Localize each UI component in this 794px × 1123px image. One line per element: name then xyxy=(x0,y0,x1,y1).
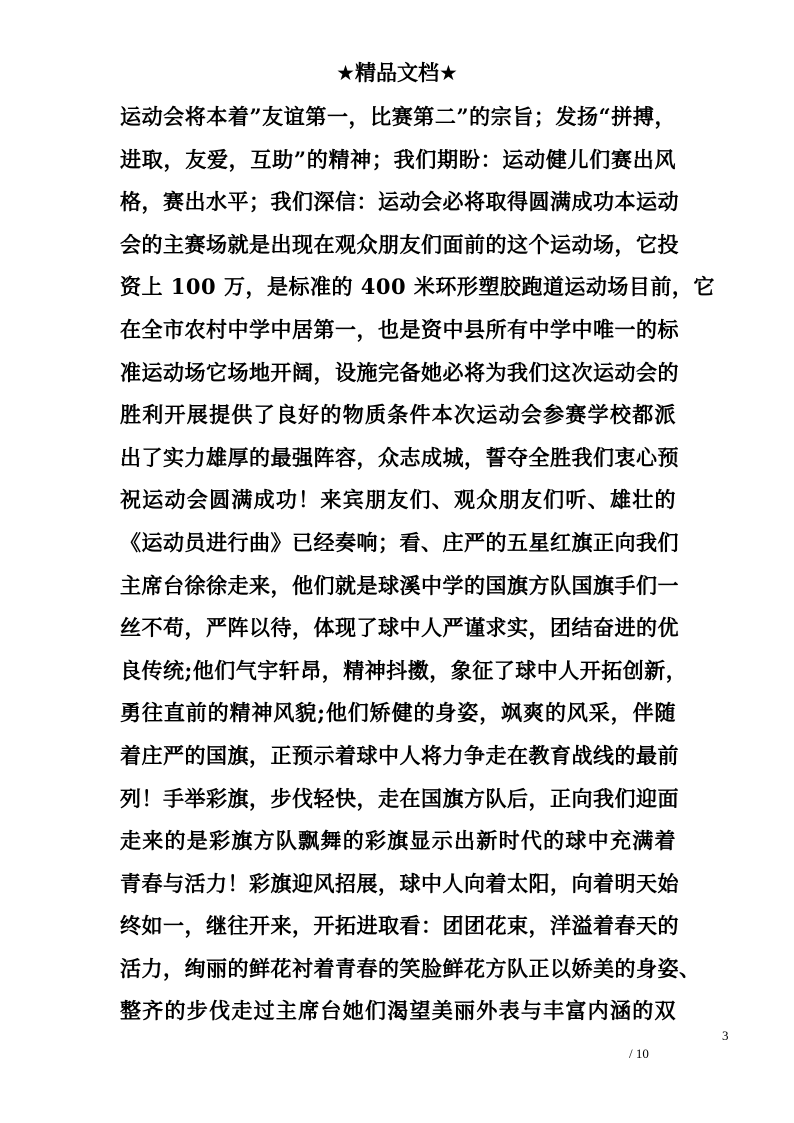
text-line: 活力，绚丽的鲜花衬着青春的笑脸鲜花方队正以娇美的身姿、 xyxy=(120,955,701,981)
text-line: 资上 100 万，是标准的 400 米环形塑胶跑道运动场目前，它 xyxy=(120,274,715,300)
text-line: 青春与活力！彩旗迎风招展，球中人向着太阳，向着明天始 xyxy=(120,870,679,896)
text-line: 良传统;他们气宇轩昂，精神抖擞，象征了球中人开拓创新， xyxy=(120,657,688,683)
text-line: 祝运动会圆满成功！来宾朋友们、观众朋友们听、雄壮的 xyxy=(120,487,676,513)
text-line: 胜利开展提供了良好的物质条件本次运动会参赛学校都派 xyxy=(120,402,676,428)
text-line: 出了实力雄厚的最强阵容，众志成城，誓夺全胜我们衷心预 xyxy=(120,444,679,470)
text-line: 进取，友爱，互助”的精神；我们期盼：运动健儿们赛出风 xyxy=(120,146,676,172)
text-line: 准运动场它场地开阔，设施完备她必将为我们这次运动会的 xyxy=(120,359,679,385)
page-total: / 10 xyxy=(629,1046,649,1061)
page-number: 3 xyxy=(722,1028,729,1043)
text-line: 丝不苟，严阵以待，体现了球中人严谨求实，团结奋进的优 xyxy=(120,615,679,641)
text-line: 终如一，继往开来，开拓进取看：团团花束，洋溢着春天的 xyxy=(120,913,679,939)
text-line: 在全市农村中学中居第一，也是资中县所有中学中唯一的标 xyxy=(120,316,679,342)
text-line: 勇往直前的精神风貌;他们矫健的身姿，飒爽的风采，伴随 xyxy=(120,700,676,726)
text-line: 着庄严的国旗，正预示着球中人将力争走在教育战线的最前 xyxy=(120,742,679,768)
page-header-title: ★精品文档★ xyxy=(336,61,458,85)
text-line: 运动会将本着”友谊第一，比赛第二”的宗旨；发扬“拼搏， xyxy=(120,104,676,129)
text-line: 列！手举彩旗，步伐轻快，走在国旗方队后，正向我们迎面 xyxy=(120,785,679,811)
text-line: 会的主赛场就是出现在观众朋友们面前的这个运动场，它投 xyxy=(120,231,679,257)
text-line: 整齐的步伐走过主席台她们渴望美丽外表与丰富内涵的双 xyxy=(120,998,676,1024)
text-line: 走来的是彩旗方队飘舞的彩旗显示出新时代的球中充满着 xyxy=(120,828,676,854)
text-line: 格，赛出水平；我们深信：运动会必将取得圆满成功本运动 xyxy=(120,189,679,215)
text-line: 《运动员进行曲》已经奏响；看、庄严的五星红旗正向我们 xyxy=(120,529,679,555)
document-body xyxy=(120,96,715,1033)
text-line: 主席台徐徐走来，他们就是球溪中学的国旗方队国旗手们一 xyxy=(120,572,679,598)
